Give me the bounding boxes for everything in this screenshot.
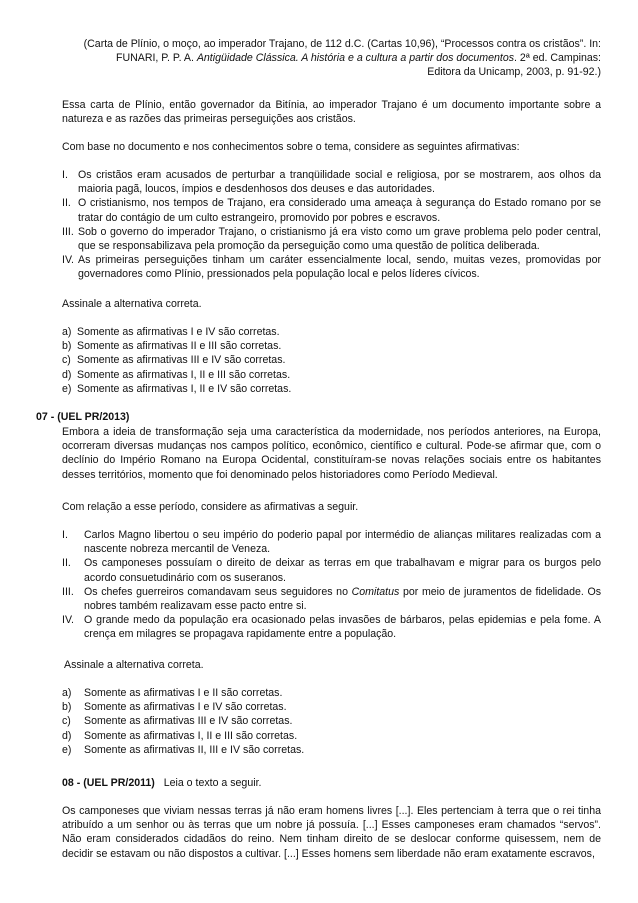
q7-intro: Embora a ideia de transformação seja uma característica da modernidade, nos períodos anteriores, na Europa, ocorreram diversas mudanças nos campos político, econômico, científico e cultural. Pode-se afirmar que, com o declínio do Império Romano na Europa Ocidental, constituíram-se novas relações sociais entre os habitantes desses territórios, momento que foi denominado pelos historiadores como Período Medieval. xyxy=(62,426,601,481)
option-marker: e) xyxy=(62,743,72,756)
citation-line-3: Editora da Unicamp, 2003, p. 91-92.) xyxy=(427,66,601,79)
q6-option-d[interactable] xyxy=(62,368,601,382)
statement-text-end: por meio de juramentos de fidelidade. Os nobres também realizavam esse pacto entre si. xyxy=(84,585,601,613)
q6-statements xyxy=(62,168,601,282)
citation-book-title: Antigüidade Clássica. A história e a cultura a partir dos documentos xyxy=(196,52,515,65)
statement-term-comitatus: Comitatus xyxy=(351,585,400,598)
q6-prompt: Com base no documento e nos conhecimentos sobre o tema, considere as seguintes afirmativas: xyxy=(62,141,520,153)
option-marker: a) xyxy=(62,687,72,699)
q8-heading: 08 - (UEL PR/2011) xyxy=(62,777,155,789)
statement-text: O grande medo da população era ocasionado pelas invasões de bárbaros, pelas epidemias e pela fome. A crença em milagres se propagava rapidamente entre a população. xyxy=(84,614,601,641)
option-marker: a) xyxy=(62,326,72,338)
q7-heading: 07 - (UEL PR/2013) xyxy=(36,411,130,423)
q7-option-e[interactable] xyxy=(62,743,601,757)
q7-prompt: Com relação a esse período, considere as afirmativas a seguir. xyxy=(62,501,359,513)
q6-statement-4 xyxy=(62,253,601,281)
statement-marker: III. xyxy=(62,585,74,598)
q6-instruction: Assinale a alternativa correta. xyxy=(62,298,202,310)
q7-statement-2 xyxy=(62,556,601,584)
q8-heading-line xyxy=(62,776,261,790)
option-text: Somente as afirmativas III e IV são corretas. xyxy=(84,715,293,728)
q6-option-b[interactable] xyxy=(62,339,601,353)
q7-option-d[interactable] xyxy=(62,729,601,743)
option-marker: b) xyxy=(62,701,72,714)
q6-options xyxy=(62,325,601,396)
q8-lead: Leia o texto a seguir. xyxy=(163,777,262,789)
option-marker: d) xyxy=(62,368,72,381)
q7-statement-1 xyxy=(62,528,601,556)
q7-statement-3 xyxy=(62,585,601,613)
statement-text: Os camponeses possuíam o direito de deixar as terras em que trabalhavam e migrar para os burgos pelo acordo consuetudinário com os suseranos. xyxy=(84,557,601,584)
statement-text: As primeiras perseguições tinham um caráter essencialmente local, sendo, muitas vezes, promovidas por governadores como Plínio, pressionados pela população local e pelos líderes cívicos. xyxy=(78,254,601,281)
citation-edition: . 2ª ed. Campinas: xyxy=(514,52,601,65)
option-text: Somente as afirmativas II e III são corretas. xyxy=(77,340,282,353)
option-text: Somente as afirmativas II, III e IV são corretas. xyxy=(84,743,305,756)
statement-marker: III. xyxy=(62,225,74,238)
citation-author: FUNARI, P. P. A. xyxy=(115,52,197,65)
q6-statement-3 xyxy=(62,225,601,253)
statement-text: Os cristãos eram acusados de perturbar a tranqüilidade social e religiosa, por se mostrarem, aos olhos da maioria pagã, loucos, ímpios e desdenhosos dos deuses e das autoridades. xyxy=(78,169,601,196)
option-marker: d) xyxy=(62,729,72,742)
statement-marker: IV. xyxy=(62,614,74,627)
citation-line-2 xyxy=(70,51,601,65)
statement-marker: II. xyxy=(62,197,71,210)
statement-text: O cristianismo, nos tempos de Trajano, era considerado uma ameaça à segurança do Estado romano por se tratar do contágio de um culto estrangeiro, promovido por pobres e escravos. xyxy=(78,197,601,224)
q6-option-e[interactable] xyxy=(62,382,601,396)
q6-statement-1 xyxy=(62,168,601,196)
statement-marker: I. xyxy=(62,529,68,541)
statement-marker: I. xyxy=(62,169,68,181)
option-text: Somente as afirmativas I e II são corretas. xyxy=(84,687,283,699)
statement-text: Carlos Magno libertou o seu império do poderio papal por intermédio de alianças militares realizadas com a nascente nobreza mercantil de Veneza. xyxy=(84,529,601,556)
q7-instruction: Assinale a alternativa correta. xyxy=(64,659,204,671)
option-marker: b) xyxy=(62,340,72,353)
q7-option-c[interactable] xyxy=(62,714,601,728)
q6-option-c[interactable] xyxy=(62,353,601,367)
q7-statements xyxy=(62,528,601,642)
citation-line-1: (Carta de Plínio, o moço, ao imperador Trajano, de 112 d.C. (Cartas 10,96), “Processos contra os cristãos”. In: xyxy=(83,38,601,50)
option-text: Somente as afirmativas III e IV são corretas. xyxy=(77,354,286,367)
citation xyxy=(70,37,601,80)
option-marker: c) xyxy=(62,354,71,367)
statement-marker: IV. xyxy=(62,254,74,267)
option-marker: e) xyxy=(62,382,72,395)
q6-statement-2 xyxy=(62,196,601,224)
q7-option-b[interactable] xyxy=(62,700,601,714)
q8-text: Os camponeses que viviam nessas terras já não eram homens livres [...]. Eles pertenciam à terra que o rei tinha atribuído a um senhor ou às terras que um nobre já possuía. [...] Esses camponeses eram chamados “servos”. Não eram considerados cidadãos do reino. Nem tinham direito de se deslocar conforme quisessem, nem de decidir se estavam ou não dispostos a cultivar. [...] Esses homens sem liberdade não eram exatamente escravos, xyxy=(62,805,601,860)
statement-marker: II. xyxy=(62,557,71,570)
option-marker: c) xyxy=(62,715,71,728)
statement-text-start: Os chefes guerreiros comandavam seus seguidores no xyxy=(84,585,352,598)
q6-intro: Essa carta de Plínio, então governador da Bitínia, ao imperador Trajano é um documento importante sobre a natureza e as razões das primeiras perseguições aos cristãos. xyxy=(62,99,601,126)
option-text: Somente as afirmativas I, II e III são corretas. xyxy=(84,729,298,742)
q7-options xyxy=(62,686,601,757)
q7-statement-4 xyxy=(62,613,601,641)
option-text: Somente as afirmativas I, II e IV são corretas. xyxy=(77,382,292,395)
option-text: Somente as afirmativas I e IV são corretas. xyxy=(84,701,287,714)
option-text: Somente as afirmativas I e IV são corretas. xyxy=(77,326,280,338)
q6-option-a[interactable] xyxy=(62,325,601,339)
option-text: Somente as afirmativas I, II e III são corretas. xyxy=(77,368,291,381)
q7-option-a[interactable] xyxy=(62,686,601,700)
statement-text: Sob o governo do imperador Trajano, o cristianismo já era visto como um grave problema pelo poder central, que se responsabilizava pela promoção da perseguição como uma questão de política deliberada. xyxy=(78,225,601,253)
